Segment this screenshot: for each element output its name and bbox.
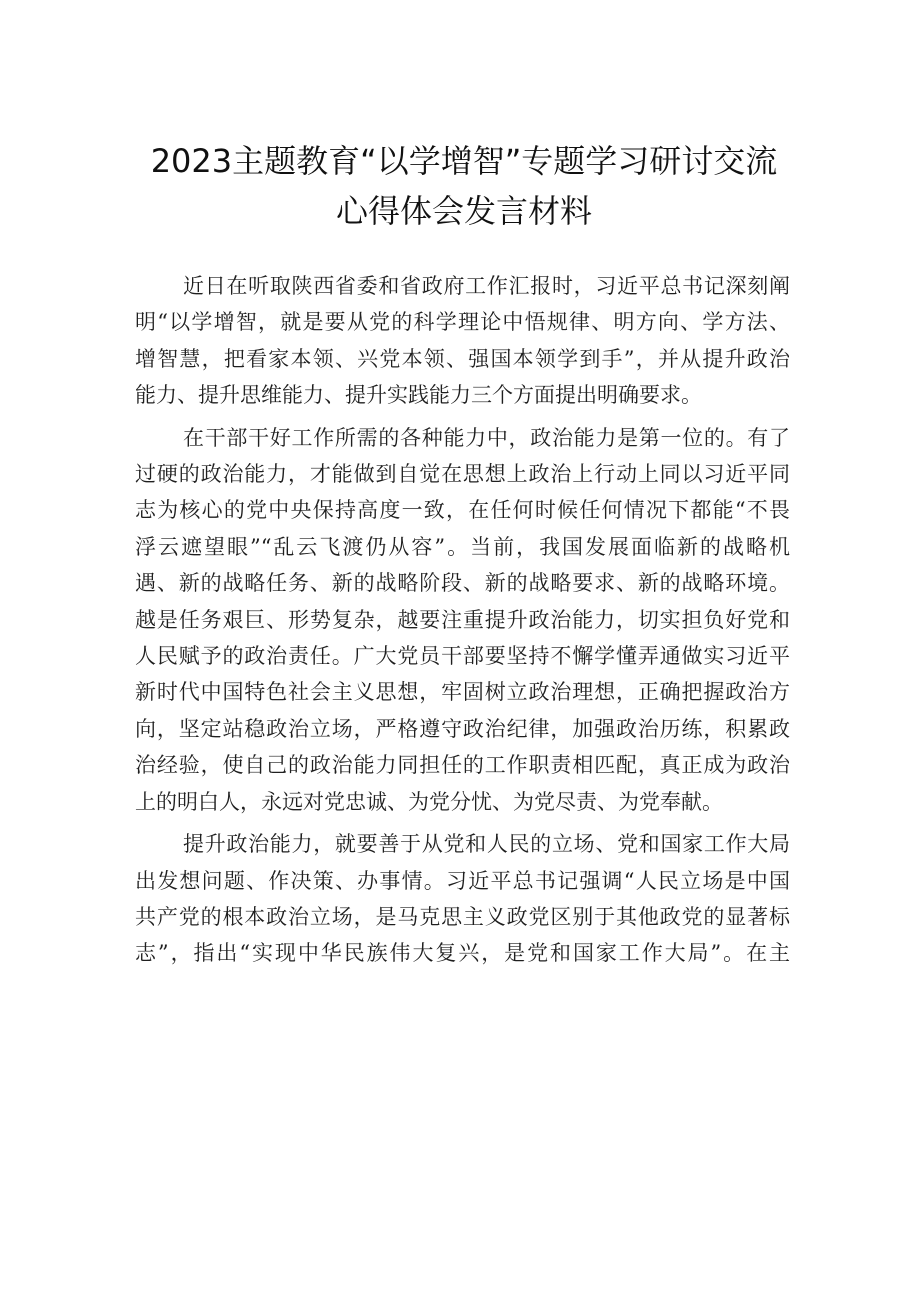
document-body [135, 268, 790, 972]
paragraph-line: 近日在听取陕西省委和省政府工作汇报时，习近平总书记深刻阐 [183, 274, 790, 298]
paragraph-line: 增智慧，把看家本领、兴党本领、强国本领学到手”，并从提升政治 [135, 346, 790, 371]
paragraph-1 [135, 268, 790, 414]
paragraph-line: 志”，指出“实现中华民族伟大复兴，是党和国家工作大局”。在主 [135, 941, 790, 966]
title-line-2: 心得体会发言材料 [335, 192, 592, 230]
title-line-1: 2023主题教育“以学增智”专题学习研讨交流 [150, 142, 778, 180]
paragraph-line: 过硬的政治能力，才能做到自觉在思想上政治上行动上同以习近平同 [135, 462, 790, 487]
paragraph-line: 在干部干好工作所需的各种能力中，政治能力是第一位的。有了 [183, 425, 790, 450]
paragraph-line: 向，坚定站稳政治立场，严格遵守政治纪律，加强政治历练，积累政 [135, 716, 790, 741]
paragraph-line: 上的明白人，永远对党忠诚、为党分忧、为党尽责、为党奉献。 [135, 789, 723, 814]
paragraph-line: 人民赋予的政治责任。广大党员干部要坚持不懈学懂弄通做实习近平 [135, 644, 790, 669]
paragraph-line: 共产党的根本政治立场，是马克思主义政党区别于其他政党的显著标 [135, 904, 790, 929]
paragraph-line: 越是任务艰巨、形势复杂，越要注重提升政治能力，切实担负好党和 [135, 607, 790, 632]
paragraph-line: 志为核心的党中央保持高度一致，在任何时候任何情况下都能“不畏 [135, 498, 790, 523]
paragraph-3 [135, 826, 790, 972]
document-title [134, 136, 794, 236]
paragraph-line: 治经验，使自己的政治能力同担任的工作职责相匹配，真正成为政治 [135, 753, 790, 778]
paragraph-line: 能力、提升思维能力、提升实践能力三个方面提出明确要求。 [135, 383, 702, 408]
paragraph-line: 浮云遮望眼”“乱云飞渡仍从容”。当前，我国发展面临新的战略机 [135, 534, 790, 559]
paragraph-line: 遇、新的战略任务、新的战略阶段、新的战略要求、新的战略环境。 [135, 571, 790, 596]
paragraph-line: 新时代中国特色社会主义思想，牢固树立政治理想，正确把握政治方 [135, 680, 790, 705]
paragraph-line: 提升政治能力，就要善于从党和人民的立场、党和国家工作大局 [183, 832, 790, 857]
paragraph-line: 明“以学增智，就是要从党的科学理论中悟规律、明方向、学方法、 [135, 310, 790, 335]
paragraph-2 [135, 420, 790, 820]
paragraph-line: 出发想问题、作决策、办事情。习近平总书记强调“人民立场是中国 [135, 868, 790, 893]
